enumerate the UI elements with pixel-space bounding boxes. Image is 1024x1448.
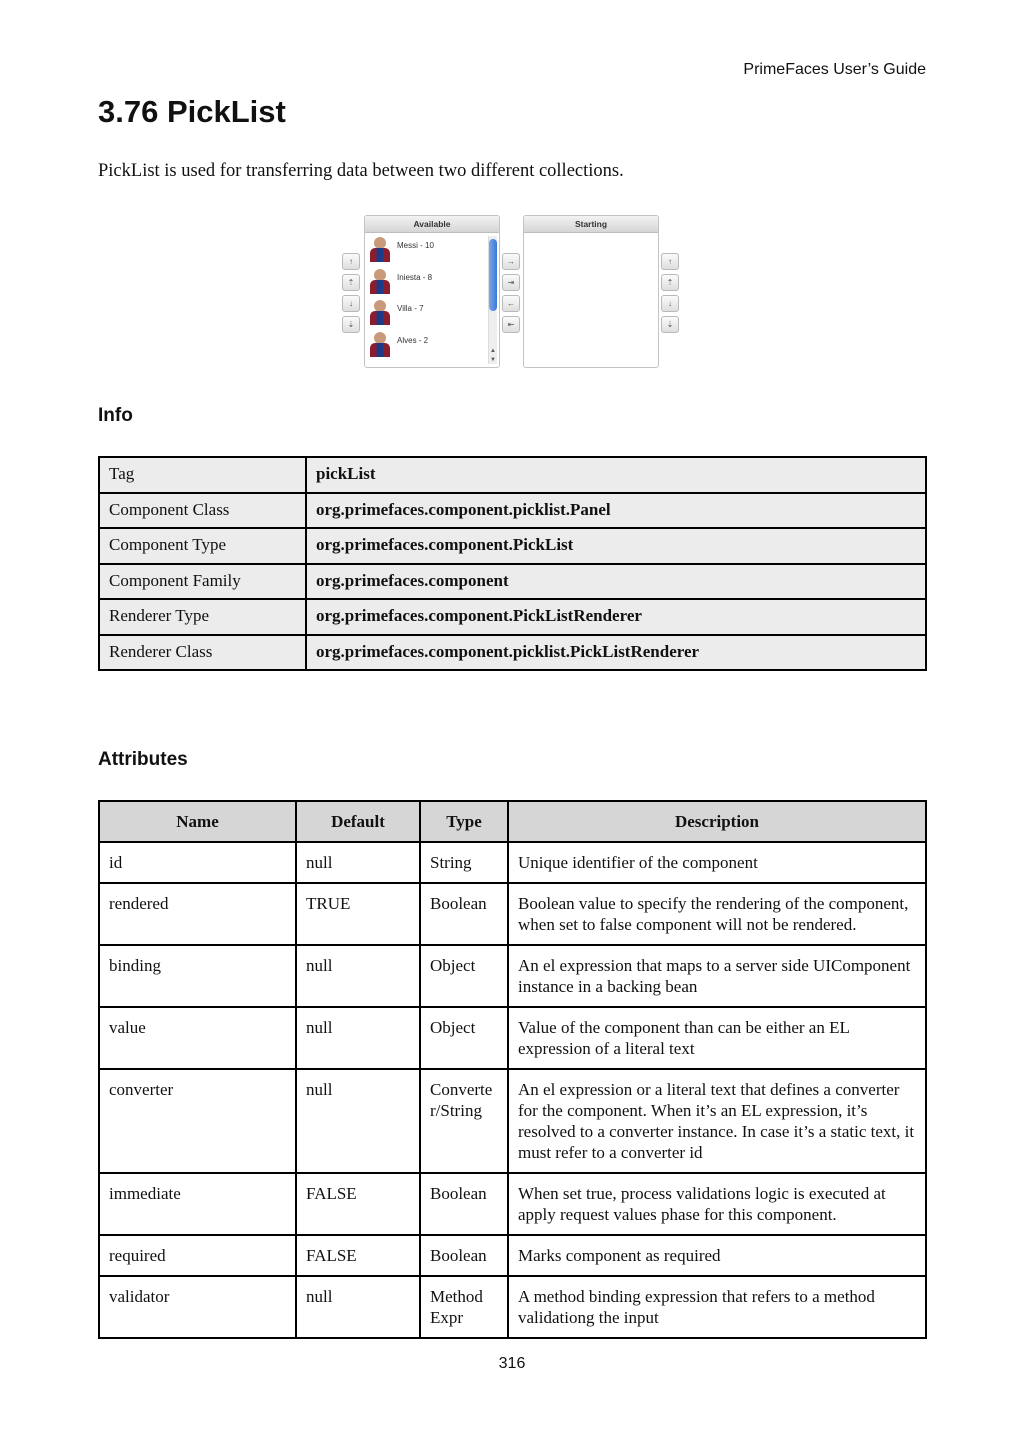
attr-type: Method Expr bbox=[420, 1276, 508, 1338]
move-up-button[interactable]: ↑ bbox=[342, 253, 360, 270]
scroll-up-icon[interactable]: ▲ bbox=[490, 348, 496, 354]
info-table bbox=[98, 456, 927, 671]
attr-default: null bbox=[296, 1007, 420, 1069]
attr-description: When set true, process validations logic is executed at apply request values phase for this component. bbox=[508, 1173, 926, 1235]
info-value: pickList bbox=[306, 457, 926, 493]
table-row bbox=[99, 883, 926, 945]
scroll-down-icon[interactable]: ▼ bbox=[490, 357, 496, 363]
column-header: Type bbox=[420, 801, 508, 842]
info-heading: Info bbox=[98, 405, 133, 426]
table-row bbox=[99, 1173, 926, 1235]
table-header-row bbox=[99, 801, 926, 842]
list-item-label: Messi - 10 bbox=[397, 241, 434, 250]
table-row bbox=[99, 945, 926, 1007]
list-item[interactable] bbox=[365, 296, 499, 328]
attr-description: A method binding expression that refers to a method validationg the input bbox=[508, 1276, 926, 1338]
table-row bbox=[99, 457, 926, 493]
attr-name: required bbox=[99, 1235, 296, 1276]
attr-name: validator bbox=[99, 1276, 296, 1338]
list-item-label: Villa - 7 bbox=[397, 304, 424, 313]
picklist-figure bbox=[342, 213, 682, 369]
info-value: org.primefaces.component.PickList bbox=[306, 528, 926, 564]
table-row bbox=[99, 842, 926, 883]
info-label: Component Family bbox=[99, 564, 306, 600]
table-row bbox=[99, 1276, 926, 1338]
player-avatar bbox=[370, 236, 390, 262]
info-label: Renderer Type bbox=[99, 599, 306, 635]
list-item[interactable] bbox=[365, 233, 499, 265]
info-label: Tag bbox=[99, 457, 306, 493]
remove-button[interactable]: ← bbox=[502, 295, 520, 312]
add-all-button[interactable]: ⇥ bbox=[502, 274, 520, 291]
attr-description: An el expression or a literal text that defines a converter for the component. When it’s an EL expression, it’s resolved to a converter instance. In case it’s a static text, it must refer to a converter id bbox=[508, 1069, 926, 1173]
attr-type: Converter/String bbox=[420, 1069, 508, 1173]
column-header: Default bbox=[296, 801, 420, 842]
move-bottom-button[interactable]: ⇣ bbox=[342, 316, 360, 333]
table-row bbox=[99, 1007, 926, 1069]
attr-default: FALSE bbox=[296, 1173, 420, 1235]
running-header: PrimeFaces User’s Guide bbox=[743, 61, 926, 78]
source-list-header: Available bbox=[365, 216, 499, 233]
attr-type: Object bbox=[420, 945, 508, 1007]
move-down-button[interactable]: ↓ bbox=[342, 295, 360, 312]
attr-description: An el expression that maps to a server side UIComponent instance in a backing bean bbox=[508, 945, 926, 1007]
table-row bbox=[99, 1235, 926, 1276]
attr-name: rendered bbox=[99, 883, 296, 945]
list-item-label: Alves - 2 bbox=[397, 335, 429, 345]
add-button[interactable]: → bbox=[502, 253, 520, 270]
move-down-button[interactable]: ↓ bbox=[661, 295, 679, 312]
table-row bbox=[99, 493, 926, 529]
attr-type: Boolean bbox=[420, 1173, 508, 1235]
attr-name: immediate bbox=[99, 1173, 296, 1235]
attr-name: converter bbox=[99, 1069, 296, 1173]
table-row bbox=[99, 564, 926, 600]
player-avatar bbox=[370, 268, 390, 294]
column-header: Name bbox=[99, 801, 296, 842]
column-header: Description bbox=[508, 801, 926, 842]
target-list-header: Starting bbox=[524, 216, 658, 233]
source-controls bbox=[342, 253, 360, 337]
attributes-table bbox=[98, 800, 927, 1339]
info-value: org.primefaces.component bbox=[306, 564, 926, 600]
attr-default: FALSE bbox=[296, 1235, 420, 1276]
attributes-heading: Attributes bbox=[98, 749, 188, 770]
source-list-scrollbar[interactable] bbox=[488, 236, 497, 364]
attr-default: null bbox=[296, 945, 420, 1007]
section-title: 3.76 PickList bbox=[98, 94, 286, 129]
info-label: Component Class bbox=[99, 493, 306, 529]
attr-default: TRUE bbox=[296, 883, 420, 945]
remove-all-button[interactable]: ⇤ bbox=[502, 316, 520, 333]
attr-type: Object bbox=[420, 1007, 508, 1069]
attr-description: Boolean value to specify the rendering of the component, when set to false component will not be rendered. bbox=[508, 883, 926, 945]
attr-default: null bbox=[296, 1276, 420, 1338]
attr-description: Unique identifier of the component bbox=[508, 842, 926, 883]
move-up-button[interactable]: ↑ bbox=[661, 253, 679, 270]
attr-name: binding bbox=[99, 945, 296, 1007]
info-label: Renderer Class bbox=[99, 635, 306, 671]
target-controls bbox=[661, 253, 679, 337]
info-value: org.primefaces.component.picklist.PickListRenderer bbox=[306, 635, 926, 671]
info-label: Component Type bbox=[99, 528, 306, 564]
attr-type: Boolean bbox=[420, 883, 508, 945]
attr-description: Marks component as required bbox=[508, 1235, 926, 1276]
table-row bbox=[99, 635, 926, 671]
attr-default: null bbox=[296, 1069, 420, 1173]
source-list bbox=[364, 215, 500, 368]
target-list bbox=[523, 215, 659, 368]
attr-default: null bbox=[296, 842, 420, 883]
move-bottom-button[interactable]: ⇣ bbox=[661, 316, 679, 333]
list-item[interactable] bbox=[365, 265, 499, 297]
table-row bbox=[99, 528, 926, 564]
attr-description: Value of the component than can be either an EL expression of a literal text bbox=[508, 1007, 926, 1069]
scrollbar-thumb[interactable] bbox=[489, 239, 497, 311]
info-value: org.primefaces.component.picklist.Panel bbox=[306, 493, 926, 529]
intro-paragraph: PickList is used for transferring data between two different collections. bbox=[98, 161, 624, 181]
attr-name: value bbox=[99, 1007, 296, 1069]
attr-name: id bbox=[99, 842, 296, 883]
list-item-label: Iniesta - 8 bbox=[397, 272, 433, 282]
player-avatar bbox=[370, 299, 390, 325]
table-row bbox=[99, 599, 926, 635]
move-top-button[interactable]: ⇡ bbox=[342, 274, 360, 291]
move-top-button[interactable]: ⇡ bbox=[661, 274, 679, 291]
list-item[interactable] bbox=[365, 328, 499, 360]
attr-type: Boolean bbox=[420, 1235, 508, 1276]
table-row bbox=[99, 1069, 926, 1173]
page-number: 316 bbox=[498, 1355, 526, 1372]
player-avatar bbox=[370, 331, 390, 357]
attr-type: String bbox=[420, 842, 508, 883]
transfer-controls bbox=[502, 253, 520, 337]
info-value: org.primefaces.component.PickListRenderer bbox=[306, 599, 926, 635]
